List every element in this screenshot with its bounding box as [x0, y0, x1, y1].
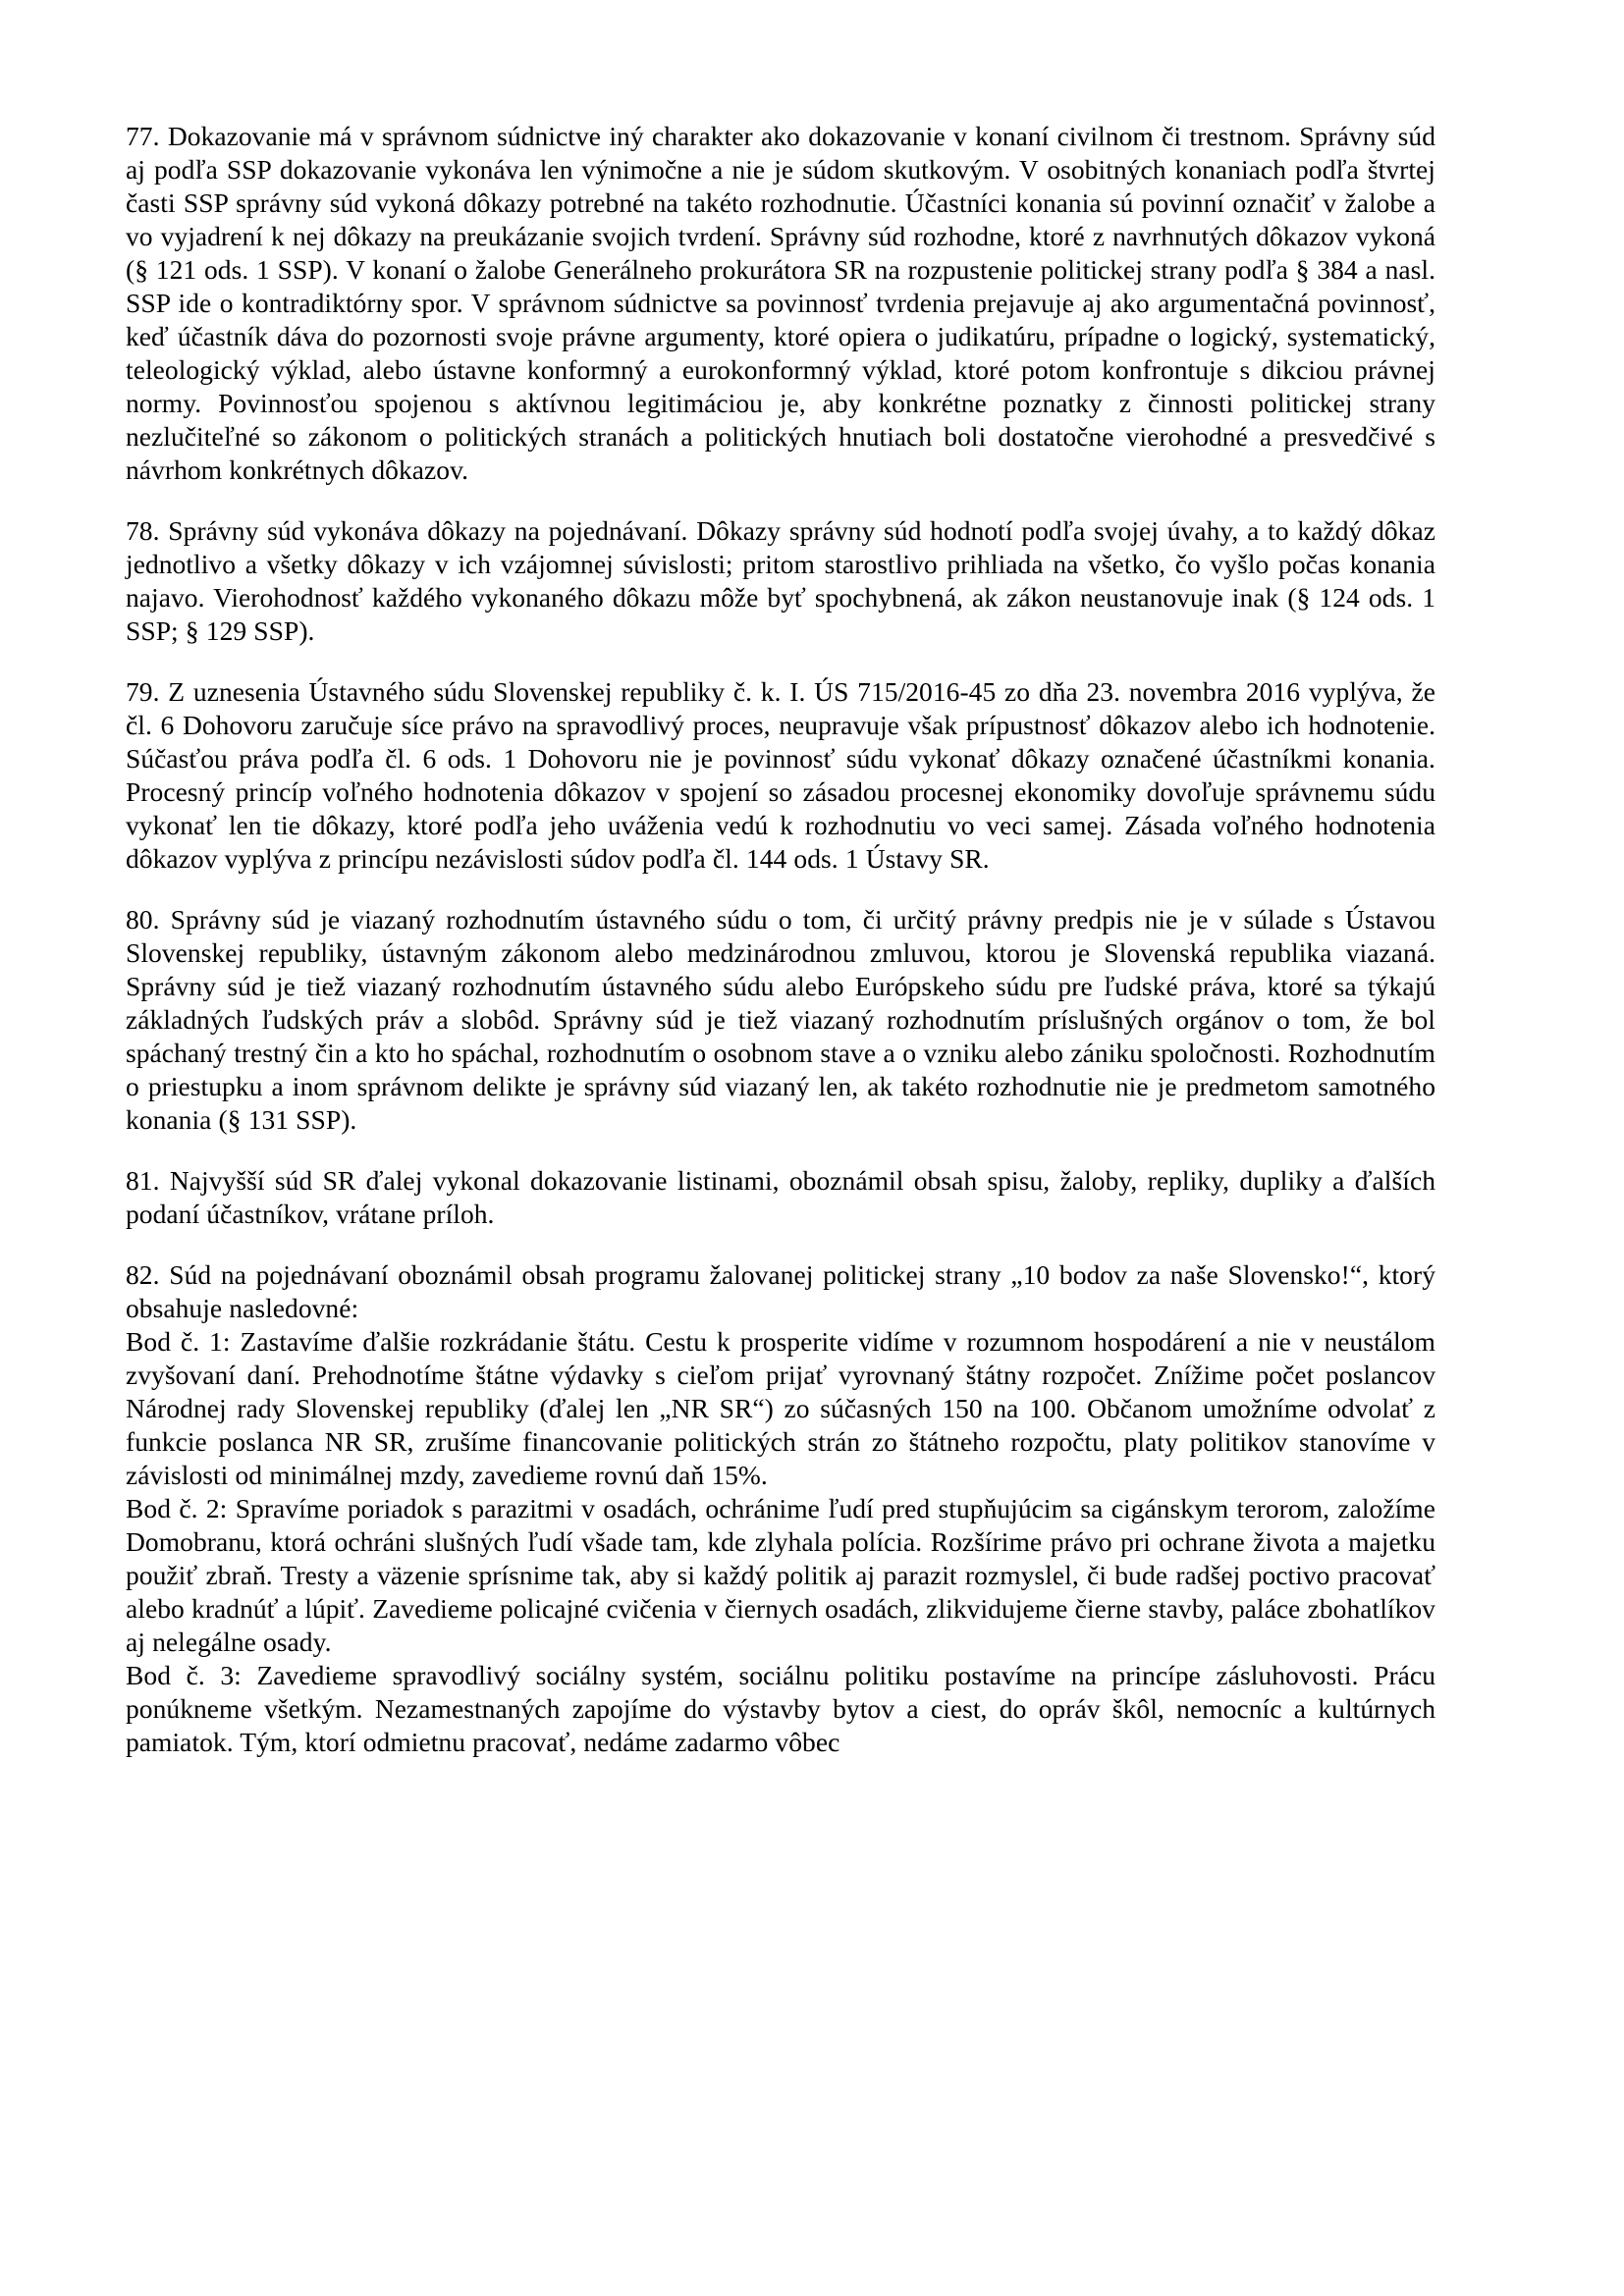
paragraph-80: 80. Správny súd je viazaný rozhodnutím ústavného súdu o tom, či určitý právny predpis nie je v súlade s Ústavou Slovenskej republiky, ústavným zákonom alebo medzinárodnou zmluvou, ktorou je Slovenská republika viazaná. Správny súd je tiež viazaný rozhodnutím ústavného súdu alebo Európskeho súdu pre ľudské práva, ktoré sa týkajú základných ľudských práv a slobôd. Správny súd je tiež viazaný rozhodnutím príslušných orgánov o tom, že bol spáchaný trestný čin a kto ho spáchal, rozhodnutím o osobnom stave a o vzniku alebo zániku spoločnosti. Rozhodnutím o priestupku a inom správnom delikte je správny súd viazaný len, ak takéto rozhodnutie nie je predmetom samotného konania (§ 131 SSP).	[126, 904, 1435, 1135]
paragraph-77: 77. Dokazovanie má v správnom súdnictve iný charakter ako dokazovanie v konaní civilnom či trestnom. Správny súd aj podľa SSP dokazovanie vykonáva len výnimočne a nie je súdom skutkovým. V osobitných konaniach podľa štvrtej časti SSP správny súd vykoná dôkazy potrebné na takéto rozhodnutie. Účastníci konania sú povinní označiť v žalobe a vo vyjadrení k nej dôkazy na preukázanie svojich tvrdení. Správny súd rozhodne, ktoré z navrhnutých dôkazov vykoná (§ 121 ods. 1 SSP). V konaní o žalobe Generálneho prokurátora SR na rozpustenie politickej strany podľa § 384 a nasl. SSP ide o kontradiktórny spor. V správnom súdnictve sa povinnosť tvrdenia prejavuje aj ako argumentačná povinnosť, keď účastník dáva do pozornosti svoje právne argumenty, ktoré opiera o judikatúru, prípadne o logický, systematický, teleologický výklad, alebo ústavne konformný a eurokonformný výklad, ktoré potom konfrontuje s dikciou právnej normy. Povinnosťou spojenou s aktívnou legitimáciou je, aby konkrétne poznatky z činnosti politickej strany nezlučiteľné so zákonom o politických stranách a politických hnutiach boli dostatočne vierohodné a presvedčivé s návrhom konkrétnych dôkazov.	[126, 121, 1435, 485]
paragraph-79: 79. Z uznesenia Ústavného súdu Slovenskej republiky č. k. I. ÚS 715/2016-45 zo dňa 23. novembra 2016 vyplýva, že čl. 6 Dohovoru zaručuje síce právo na spravodlivý proces, neupravuje však prípustnosť dôkazov alebo ich hodnotenie. Súčasťou práva podľa čl. 6 ods. 1 Dohovoru nie je povinnosť súdu vykonať dôkazy označené účastníkmi konania. Procesný princíp voľného hodnotenia dôkazov v spojení so zásadou procesnej ekonomiky dovoľuje správnemu súdu vykonať len tie dôkazy, ktoré podľa jeho uváženia vedú k rozhodnutiu vo veci samej. Zásada voľného hodnotenia dôkazov vyplýva z princípu nezávislosti súdov podľa čl. 144 ods. 1 Ústavy SR.	[126, 676, 1435, 874]
paragraph-81: 81. Najvyšší súd SR ďalej vykonal dokazovanie listinami, oboznámil obsah spisu, žaloby, repliky, dupliky a ďalších podaní účastníkov, vrátane príloh.	[126, 1165, 1435, 1229]
paragraph-78: 78. Správny súd vykonáva dôkazy na pojednávaní. Dôkazy správny súd hodnotí podľa svojej úvahy, a to každý dôkaz jednotlivo a všetky dôkazy v ich vzájomnej súvislosti; pritom starostlivo prihliada na všetko, čo vyšlo počas konania najavo. Vierohodnosť každého vykonaného dôkazu môže byť spochybnená, ak zákon neustanovuje inak (§ 124 ods. 1 SSP; § 129 SSP).	[126, 515, 1435, 646]
text-column	[126, 120, 1435, 1759]
paragraph-82	[126, 1258, 1435, 1759]
program-point-2: Bod č. 2: Spravíme poriadok s parazitmi v osadách, ochránime ľudí pred stupňujúcim sa cigánskym terorom, založíme Domobranu, ktorá ochráni slušných ľudí všade tam, kde zlyhala polícia. Rozšírime právo pri ochrane života a majetku použiť zbraň. Tresty a väzenie sprísnime tak, aby si každý politik aj parazit rozmyslel, či bude radšej poctivo pracovať alebo kradnúť a lúpiť. Zavedieme policajné cvičenia v čiernych osadách, zlikvidujeme čierne stavby, paláce zbohatlíkov aj nelegálne osady.	[126, 1493, 1435, 1657]
paragraph-82-intro: 82. Súd na pojednávaní oboznámil obsah programu žalovanej politickej strany „10 bodov za naše Slovensko!“, ktorý obsahuje nasledovné:	[126, 1259, 1435, 1323]
program-point-1: Bod č. 1: Zastavíme ďalšie rozkrádanie štátu. Cestu k prosperite vidíme v rozumnom hospodárení a nie v neustálom zvyšovaní daní. Prehodnotíme štátne výdavky s cieľom prijať vyrovnaný štátny rozpočet. Znížime počet poslancov Národnej rady Slovenskej republiky (ďalej len „NR SR“) zo súčasných 150 na 100. Občanom umožníme odvolať z funkcie poslanca NR SR, zrušíme financovanie politických strán zo štátneho rozpočtu, platy politikov stanovíme v závislosti od minimálnej mzdy, zavedieme rovnú daň 15%.	[126, 1326, 1435, 1490]
program-point-3: Bod č. 3: Zavedieme spravodlivý sociálny systém, sociálnu politiku postavíme na princípe zásluhovosti. Prácu ponúkneme všetkým. Nezamestnaných zapojíme do výstavby bytov a ciest, do opráv škôl, nemocníc a kultúrnych pamiatok. Tým, ktorí odmietnu pracovať, nedáme zadarmo vôbec	[126, 1660, 1435, 1757]
